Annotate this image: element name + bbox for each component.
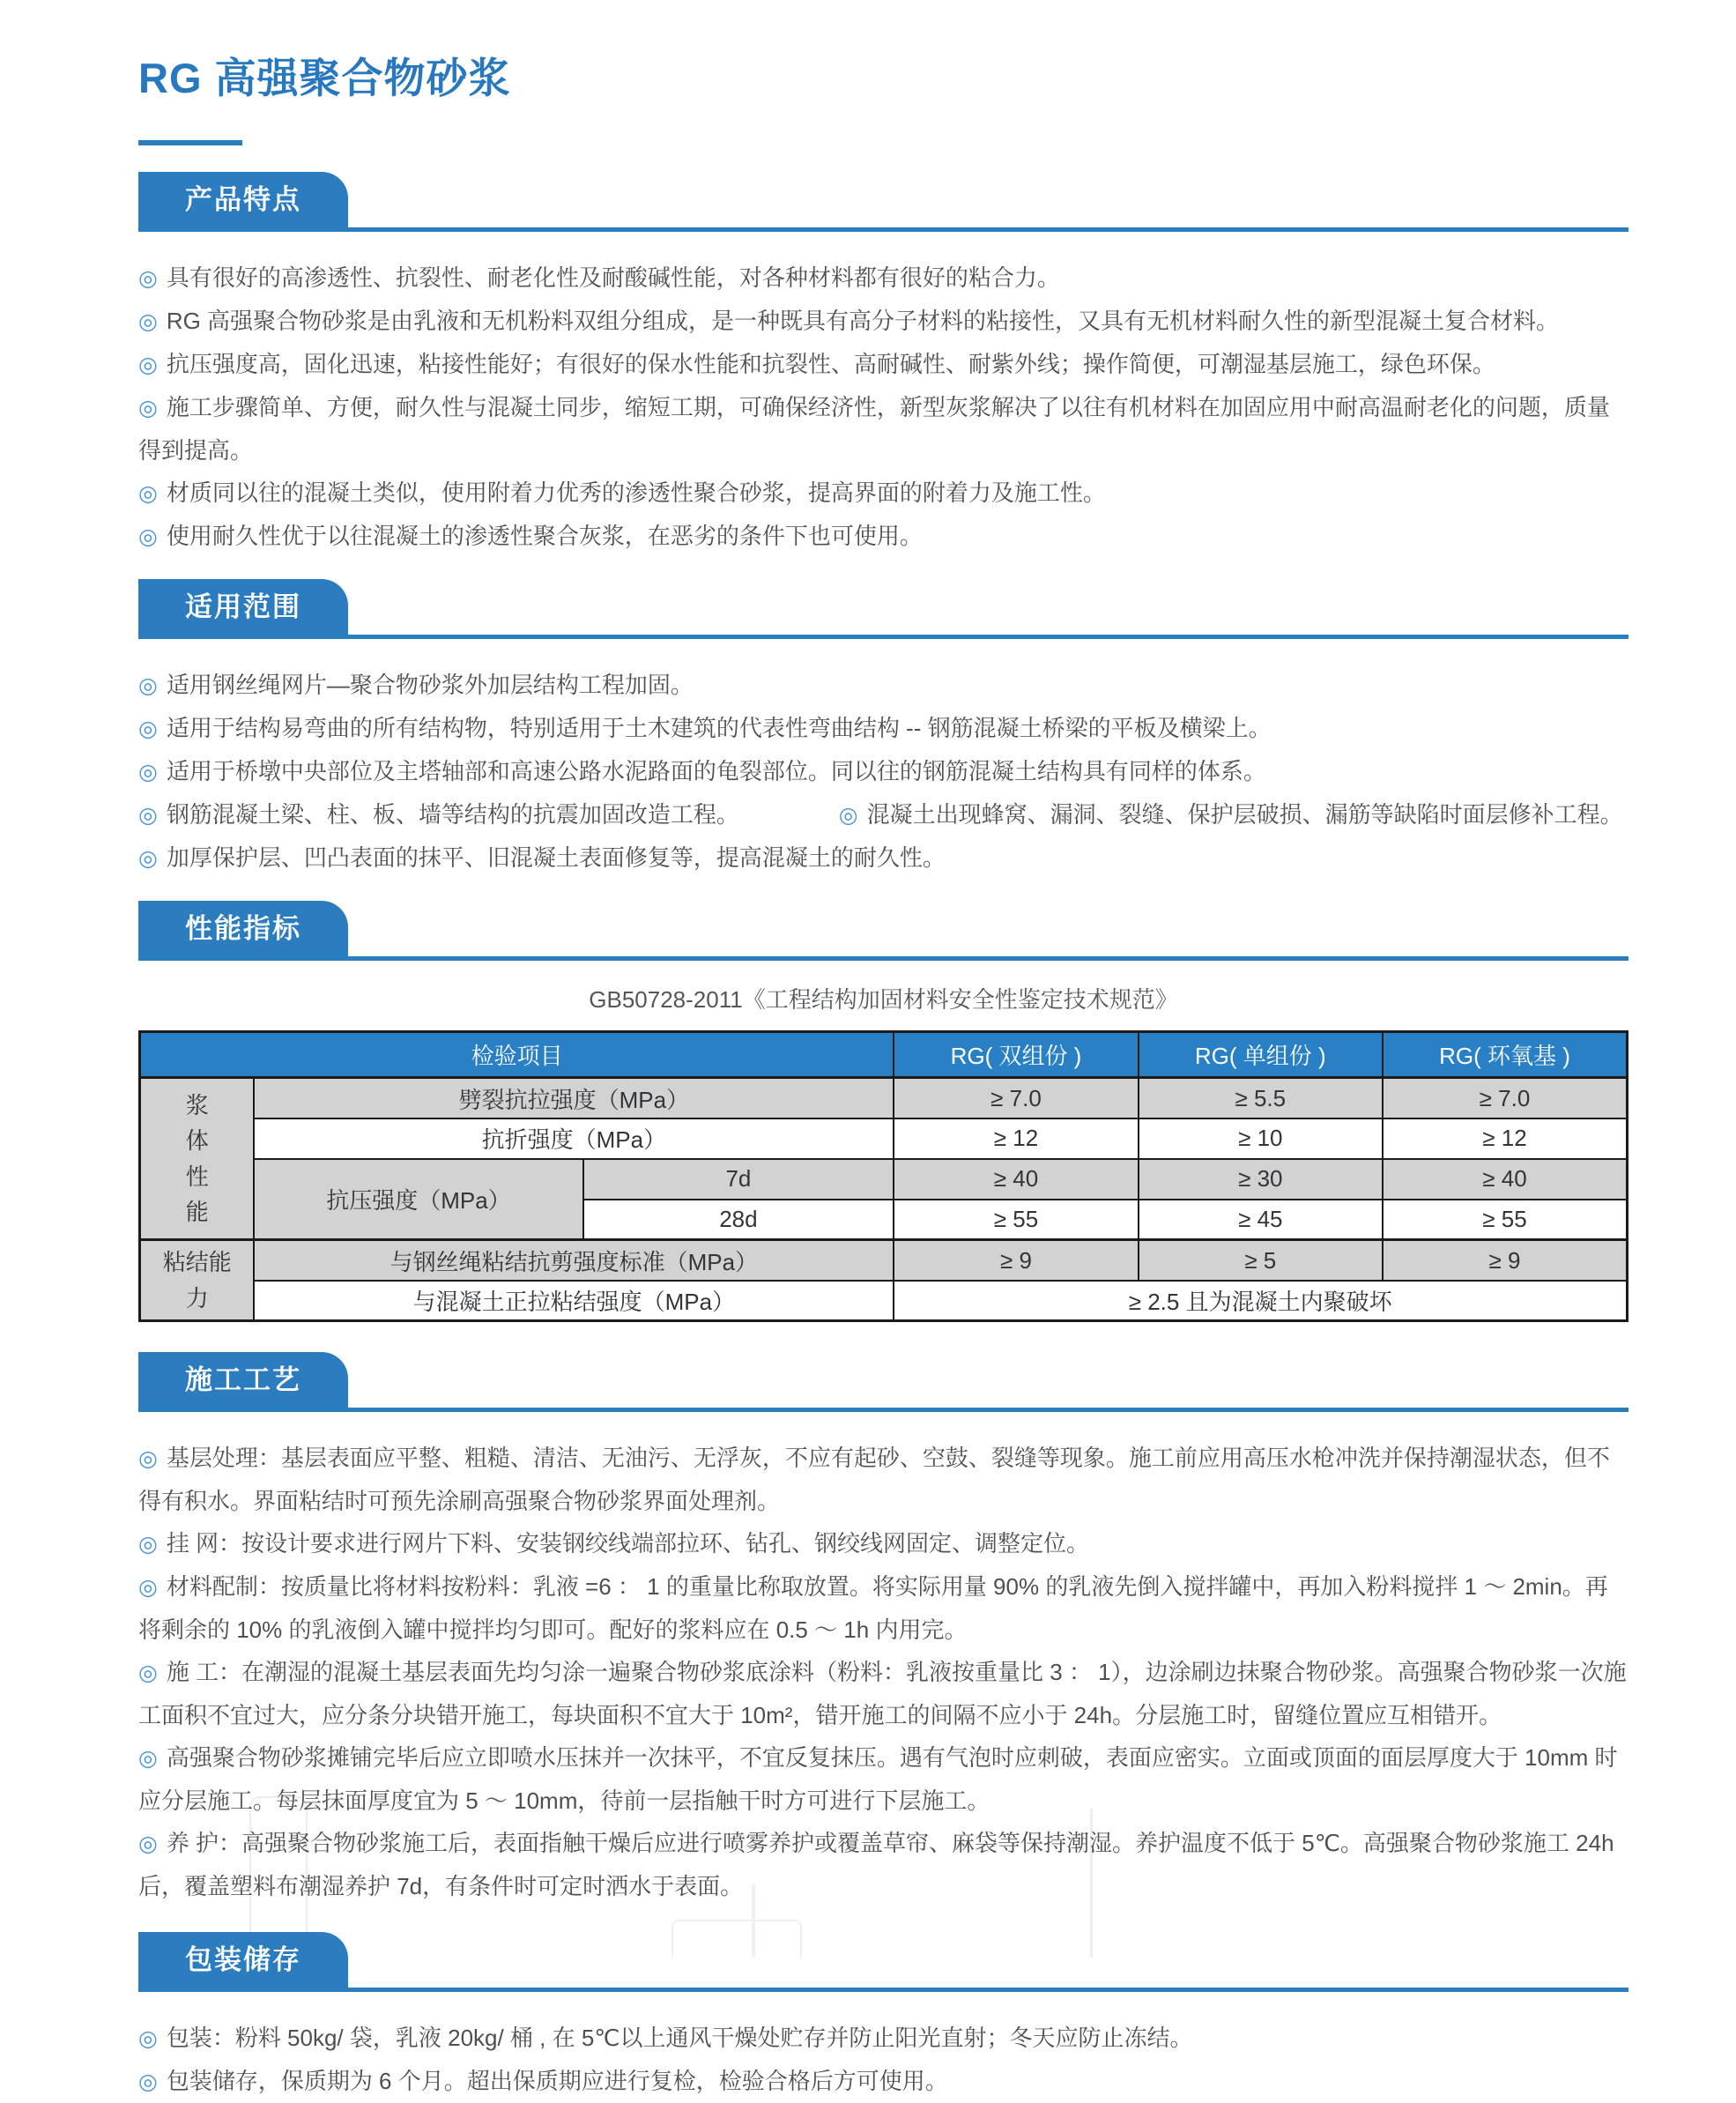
construction-item [138, 1822, 1628, 1907]
value-cell: ≥ 55 [1383, 1200, 1628, 1240]
ring-bullet-icon: ◎ [138, 1446, 158, 1472]
packaging-text: 包装：粉料 50kg/ 袋，乳液 20kg/ 桶 , 在 5℃以上通风干燥处贮存并防止阳光直射；冬天应防止冻结。 [166, 2025, 1193, 2052]
scope-item [839, 793, 1628, 836]
section-heading-rule [138, 579, 1628, 639]
value-cell: ≥ 12 [1383, 1118, 1628, 1159]
ring-bullet-icon: ◎ [138, 266, 158, 292]
value-cell: ≥ 7.0 [1383, 1078, 1628, 1118]
value-cell: ≥ 30 [1139, 1159, 1383, 1200]
packaging-text: 包装储存，保质期为 6 个月。超出保质期应进行复检，检验合格后方可使用。 [166, 2068, 948, 2095]
table-row-compressive-7d [140, 1159, 1628, 1200]
value-cell: ≥ 9 [894, 1240, 1138, 1281]
group-label: 浆体性能 [185, 1092, 209, 1226]
standard-caption: GB50728-2011《工程结构加固材料安全性鉴定技术规范》 [589, 986, 1178, 1014]
scope-text: 加厚保护层、凹凸表面的抹平、旧混凝土表面修复等，提高混凝土的耐久性。 [166, 844, 946, 872]
ring-bullet-icon: ◎ [138, 396, 158, 421]
ring-bullet-icon: ◎ [138, 1661, 158, 1686]
ring-bullet-icon: ◎ [138, 309, 158, 335]
row-label: 劈裂抗拉强度（MPa） [254, 1078, 894, 1118]
value-cell: ≥ 45 [1139, 1200, 1383, 1240]
group-cell-bonding-ability [140, 1240, 255, 1321]
construction-text: 材料配制：按质量比将材料按粉料：乳液 =6 ： 1 的重量比称取放置。将实际用量 90% 的乳液先倒入搅拌罐中，再加入粉料搅拌 1 ～ 2min。再将剩余的 10% 的乳液倒入罐中搅拌均匀即可。配好的浆料应在 0.5 ～ 1h 内用完。 [138, 1573, 1608, 1644]
feature-item [138, 343, 1628, 386]
section-heading-rule [138, 901, 1628, 961]
value-cell: ≥ 40 [1383, 1159, 1628, 1200]
value-cell: ≥ 5 [1139, 1240, 1383, 1281]
title-underline [138, 140, 242, 145]
construction-text: 挂 网：按设计要求进行网片下料、安装钢绞线端部拉环、钻孔、钢绞线网固定、调整定位。 [166, 1530, 1090, 1557]
scope-item [138, 750, 1628, 793]
value-cell: ≥ 55 [894, 1200, 1138, 1240]
packaging-list [138, 2017, 1628, 2103]
row-label: 与钢丝绳粘结抗剪强度标准（MPa） [254, 1240, 894, 1281]
ring-bullet-icon: ◎ [138, 481, 158, 507]
scope-text: 适用钢丝绳网片—聚合物砂浆外加层结构工程加固。 [166, 672, 694, 699]
packaging-item [138, 2017, 1628, 2060]
construction-text: 施 工：在潮湿的混凝土基层表面先均匀涂一遍聚合物砂浆底涂料（粉料：乳液按重量比 3 ： 1），边涂刷边抹聚合物砂浆。高强聚合物砂浆一次施工面积不宜过大，应分条分块错开施工，每块面积不宜大于 10m²，错开施工的间隔不应小于 24h。分层施工时，留缝位置应互相错开。 [138, 1659, 1627, 1729]
group-cell-paste-performance [140, 1078, 255, 1240]
table-header-rg-one-part: RG( 单组份 ) [1139, 1032, 1383, 1078]
value-cell: ≥ 12 [894, 1118, 1138, 1159]
page-title: RG 高强聚合物砂浆 [138, 55, 511, 101]
section-heading-rule [138, 1932, 1628, 1992]
section-scope [138, 579, 1628, 880]
ring-bullet-icon: ◎ [138, 1832, 158, 1857]
value-cell: ≥ 9 [1383, 1240, 1628, 1281]
table-row-shear-bond [140, 1240, 1628, 1281]
section-heading-rule [138, 172, 1628, 232]
feature-item [138, 386, 1628, 472]
performance-table [138, 1030, 1628, 1322]
value-cell: ≥ 40 [894, 1159, 1138, 1200]
construction-text: 高强聚合物砂浆摊铺完毕后应立即喷水压抹并一次抹平，不宜反复抹压。遇有气泡时应刺破，表面应密实。立面或顶面的面层厚度大于 10mm 时应分层施工。每层抹面厚度宜为 5 ～ 10mm，待前一层指触干时方可进行下层施工。 [138, 1744, 1618, 1815]
ring-bullet-icon: ◎ [138, 1575, 158, 1601]
feature-text: 使用耐久性优于以往混凝土的渗透性聚合灰浆，在恶劣的条件下也可使用。 [166, 523, 923, 550]
table-header-rg-two-part: RG( 双组份 ) [894, 1032, 1138, 1078]
value-cell: ≥ 5.5 [1139, 1078, 1383, 1118]
ring-bullet-icon: ◎ [138, 1746, 158, 1772]
section-construction [138, 1352, 1628, 1907]
ring-bullet-icon: ◎ [138, 760, 158, 785]
feature-text: 具有很好的高渗透性、抗裂性、耐老化性及耐酸碱性能，对各种材料都有很好的粘合力。 [166, 264, 1060, 292]
value-cell: ≥ 7.0 [894, 1078, 1138, 1118]
construction-item [138, 1736, 1628, 1822]
scope-text: 适用于结构易弯曲的所有结构物，特别适用于土木建筑的代表性弯曲结构 -- 钢筋混凝土桥梁的平板及横梁上。 [166, 715, 1272, 742]
features-list [138, 256, 1628, 558]
row-label: 抗折强度（MPa） [254, 1118, 894, 1159]
section-heading-construction: 施工工艺 [138, 1352, 348, 1408]
scope-list [138, 664, 1628, 880]
table-header-inspection-item: 检验项目 [140, 1032, 894, 1078]
construction-text: 养 护：高强聚合物砂浆施工后，表面指触干燥后应进行喷雾养护或覆盖草帘、麻袋等保持潮湿。养护温度不低于 5℃。高强聚合物砂浆施工 24h 后，覆盖塑料布潮湿养护 7d，有条件时可定时洒水于表面。 [138, 1830, 1614, 1900]
packaging-item [138, 2060, 1628, 2103]
section-heading-scope: 适用范围 [138, 579, 348, 635]
table-row-flexural [140, 1118, 1628, 1159]
table-header-rg-epoxy: RG( 环氧基 ) [1383, 1032, 1628, 1078]
feature-item [138, 256, 1628, 300]
scope-item-pair [138, 793, 1628, 836]
construction-item [138, 1651, 1628, 1736]
row-label-compressive: 抗压强度（MPa） [254, 1159, 582, 1240]
ring-bullet-icon: ◎ [138, 803, 158, 829]
table-header-row [140, 1032, 1628, 1078]
feature-text: RG 高强聚合物砂浆是由乳液和无机粉料双组分组成，是一种既具有高分子材料的粘接性，又具有无机材料耐久性的新型混凝土复合材料。 [166, 308, 1560, 335]
feature-item [138, 515, 1628, 558]
section-packaging [138, 1932, 1628, 2103]
construction-item [138, 1565, 1628, 1651]
table-row-tensile-bond [140, 1281, 1628, 1321]
ring-bullet-icon: ◎ [138, 1532, 158, 1557]
sub-label-7d: 7d [583, 1159, 894, 1200]
value-cell-span: ≥ 2.5 且为混凝土内聚破坏 [894, 1281, 1627, 1321]
section-performance [138, 901, 1628, 1322]
ring-bullet-icon: ◎ [138, 2026, 158, 2052]
feature-text: 施工步骤简单、方便，耐久性与混凝土同步，缩短工期，可确保经济性，新型灰浆解决了以往有机材料在加固应用中耐高温耐老化的问题，质量得到提高。 [138, 394, 1610, 464]
section-features [138, 172, 1628, 558]
section-heading-performance: 性能指标 [138, 901, 348, 956]
construction-item [138, 1522, 1628, 1565]
construction-text: 基层处理：基层表面应平整、粗糙、清洁、无油污、无浮灰，不应有起砂、空鼓、裂缝等现象。施工前应用高压水枪冲洗并保持潮湿状态，但不得有积水。界面粘结时可预先涂刷高强聚合物砂浆界面处理剂。 [138, 1445, 1610, 1515]
scope-item [138, 836, 1628, 880]
ring-bullet-icon: ◎ [138, 524, 158, 550]
group-label: 粘结能力 [162, 1249, 232, 1312]
value-cell: ≥ 10 [1139, 1118, 1383, 1159]
feature-item [138, 472, 1628, 515]
ring-bullet-icon: ◎ [138, 717, 158, 742]
ring-bullet-icon: ◎ [138, 846, 158, 872]
table-row-splitting-tensile [140, 1078, 1628, 1118]
scope-item [138, 793, 839, 836]
scope-item [138, 707, 1628, 750]
scope-item [138, 664, 1628, 707]
sub-label-28d: 28d [583, 1200, 894, 1240]
feature-text: 抗压强度高，固化迅速，粘接性能好；有很好的保水性能和抗裂性、高耐碱性、耐紫外线；操作简便，可潮湿基层施工，绿色环保。 [166, 351, 1495, 378]
section-heading-features: 产品特点 [138, 172, 348, 227]
ring-bullet-icon: ◎ [138, 673, 158, 699]
feature-item [138, 300, 1628, 343]
section-heading-packaging: 包装储存 [138, 1932, 348, 1988]
scope-text: 混凝土出现蜂窝、漏洞、裂缝、保护层破损、漏筋等缺陷时面层修补工程。 [866, 801, 1623, 829]
ring-bullet-icon: ◎ [138, 353, 158, 378]
scope-text: 适用于桥墩中央部位及主塔轴部和高速公路水泥路面的龟裂部位。同以往的钢筋混凝土结构具有同样的体系。 [166, 758, 1266, 785]
scope-text: 钢筋混凝土梁、柱、板、墙等结构的抗震加固改造工程。 [166, 801, 739, 829]
feature-text: 材质同以往的混凝土类似，使用附着力优秀的渗透性聚合砂浆，提高界面的附着力及施工性。 [166, 479, 1106, 507]
ring-bullet-icon: ◎ [838, 803, 858, 829]
construction-list [138, 1437, 1628, 1907]
construction-item [138, 1437, 1628, 1522]
row-label: 与混凝土正拉粘结强度（MPa） [254, 1281, 894, 1321]
ring-bullet-icon: ◎ [138, 2070, 158, 2095]
section-heading-rule [138, 1352, 1628, 1412]
